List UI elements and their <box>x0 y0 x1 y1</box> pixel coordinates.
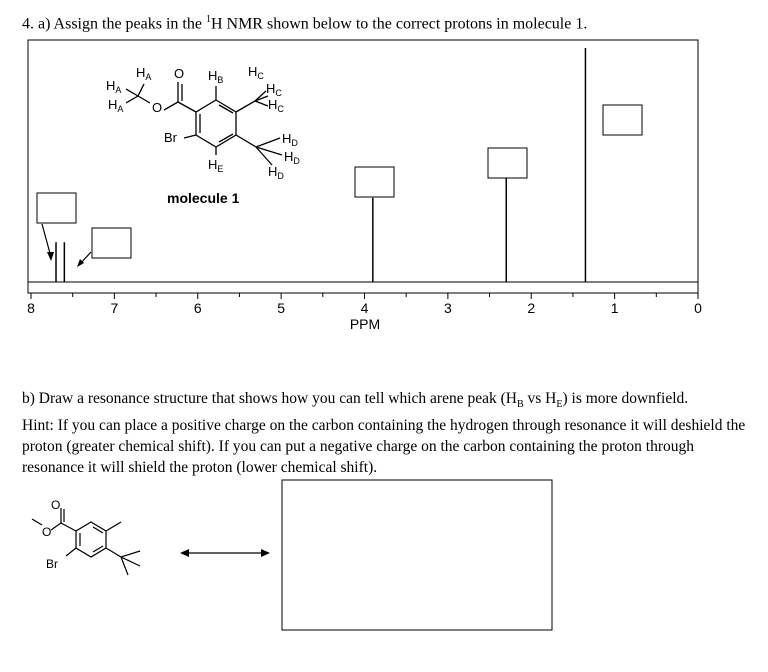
label-ha-3: $H_A$ <box>136 65 152 82</box>
label-hc-1: $H_C$ <box>248 64 264 81</box>
small-label-ester-o: O <box>42 525 52 539</box>
x-axis-label: PPM <box>349 316 381 332</box>
answer-box-peak-2-3[interactable] <box>488 148 527 178</box>
label-carbonyl-o: O <box>174 66 185 81</box>
label-he: $H_E$ <box>208 157 224 174</box>
question-b-line1: b) Draw a resonance structure that shows how you can tell which arene peak ($H_B$ vs $H_E$) is more downfield. <box>22 390 689 411</box>
label-br: Br <box>164 130 177 145</box>
x-tick-label-5: 5 <box>277 300 286 316</box>
answer-box-peak-1-35[interactable] <box>603 105 642 135</box>
label-ha-1: $H_A$ <box>106 78 122 95</box>
label-hb: $H_B$ <box>208 68 224 85</box>
small-label-carbonyl-o: O <box>51 498 61 512</box>
x-tick-label-1: 1 <box>610 300 619 316</box>
label-hd-2: $H_D$ <box>284 149 300 166</box>
label-hd-1: $H_D$ <box>282 131 298 148</box>
label-hd-3: $H_D$ <box>268 164 284 181</box>
question-b-text <box>22 388 752 478</box>
x-tick-label-4: 4 <box>360 300 369 316</box>
answer-box-peak-7-6[interactable] <box>92 228 131 258</box>
x-ticks <box>27 293 702 316</box>
resonance-answer-box[interactable] <box>282 480 552 630</box>
answer-box-peak-7-7[interactable] <box>37 193 76 223</box>
x-tick-label-8: 8 <box>27 300 35 316</box>
x-tick-label-6: 6 <box>193 300 202 316</box>
x-tick-label-3: 3 <box>443 300 452 316</box>
molecule-label: molecule 1 <box>167 190 240 206</box>
question-b-hint: Hint: If you can place a positive charge on the carbon containing the hydrogen through resonance it will deshield the proton (greater chemical shift). If you can put a negative charge on the carbon containing the proton through resonance it will shield the proton (lower chemical shift). <box>22 417 746 477</box>
arrow-box1-head <box>47 252 54 261</box>
question-a-suffix: H NMR shown below to the correct protons in molecule 1. <box>210 15 588 33</box>
label-ester-o: O <box>152 100 163 115</box>
label-hc-2: $H_C$ <box>266 81 282 98</box>
question-a-prefix: 4. a) Assign the peaks in the <box>22 15 206 33</box>
x-tick-label-2: 2 <box>527 300 536 316</box>
x-tick-label-7: 7 <box>110 300 119 316</box>
label-hc-3: $H_C$ <box>268 97 284 114</box>
resonance-arrow-left-head <box>180 549 189 557</box>
resonance-arrow-right-head <box>261 549 270 557</box>
x-tick-label-0: 0 <box>694 300 702 316</box>
small-label-br: Br <box>46 557 58 571</box>
answer-box-peak-3-9[interactable] <box>355 167 394 197</box>
question-a-superscript: 1 <box>205 14 211 25</box>
molecule-1-bonds <box>126 82 282 165</box>
molecule-1-labels <box>106 64 300 181</box>
label-ha-2: $H_A$ <box>108 97 124 114</box>
small-molecule-labels <box>42 498 60 571</box>
